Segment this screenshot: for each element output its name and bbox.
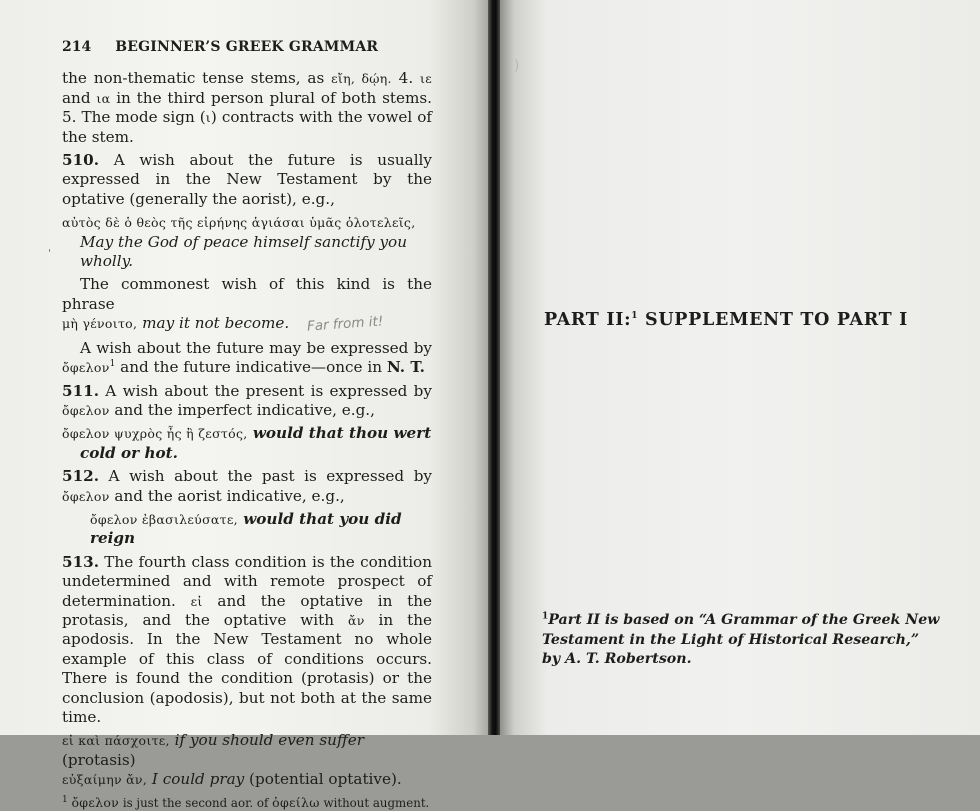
text: and the aorist indicative, e.g., [109,486,345,505]
example-511 [62,424,432,463]
phrase-intro: The commonest wish of this kind is the phrase [62,275,432,313]
page-number: 214 [62,39,92,55]
translation: would that thou wert cold or hot. [80,424,432,462]
translation: if you should even suffer [169,731,364,750]
greek-text: μὴ γένοιτο, [62,316,138,332]
left-page [0,0,488,810]
page-header [62,38,432,57]
text: and the optative in the protasis, and the optative with [62,591,432,629]
text: A wish about the past is expressed by [99,467,432,486]
text: Part II is based on “A Grammar of the Greek New Testament in the Light of Historical Research,” by A. T. Robertson. [542,612,940,667]
example-513 [62,731,432,789]
running-title: BEGINNER’S GREEK GRAMMAR [115,39,379,55]
greek-text: ὄφελον [62,488,110,504]
greek-text: εὐξαίμην ἄν, [62,772,148,788]
section-511 [62,382,432,421]
example-line [62,731,432,770]
greek-text: ὄφελον [71,794,120,810]
section-number: 510. [62,151,99,170]
greek-text: ὄφελον ψυχρὸς ἦς ἢ ζεστός, [62,426,248,442]
right-footnote [542,611,942,670]
greek-text: εἰ καὶ πάσχοιτε, [62,733,170,749]
translation: would that you did reign [90,509,402,548]
example-510 [62,213,432,271]
handwritten-annotation: Far from it! [306,313,384,335]
page-smudge: ) [514,58,520,74]
translation: may it not become. [137,314,290,333]
text: ) contracts with the vowel of the stem. [62,108,432,146]
footnote-mark: 1 [542,611,549,622]
text: and the future indicative—once in [115,358,387,377]
text: N. T. [386,358,425,377]
margin-mark: ' [48,247,52,260]
text: PART II: [544,310,632,330]
greek-text: ιε [420,71,432,87]
section-number: 511. [62,381,99,400]
greek-text: ι [205,110,211,126]
greek-text: ὀφείλω [272,794,320,810]
footnote-ref: 1 [631,311,639,322]
part-title [544,310,974,330]
example-512 [62,510,432,549]
section-number: 512. [62,467,99,486]
example-line [62,770,432,789]
translation: May the God of peace himself sanctify you wholly. [80,232,407,271]
text: in the apodosis. In the New Testament no whole example of this class of conditions occurs. There is found the condition (protasis) or the conclusion (apodosis), but not both at the same time. [62,610,432,726]
footnote-ref: 1 [109,359,116,370]
text: A wish about the future is usually expressed in the New Testament by the optative (generally the aorist), e.g., [62,151,432,208]
text: A wish about the future may be expressed by [80,338,432,357]
text: (protasis) [62,750,136,769]
text: 4. [391,69,421,88]
greek-text: ἄν [347,612,365,628]
right-page [500,0,980,735]
footnote [62,795,432,811]
phrase-line [62,314,432,334]
footnote-mark: 1 [62,794,68,805]
text: SUPPLEMENT TO PART I [638,310,909,330]
greek-text: εἴη, δῴη. [331,71,392,87]
section-510 [62,151,432,209]
greek-text: ια [96,90,111,106]
greek-text: αὐτὸς δὲ ὁ θεὸς τῆς εἰρήνης ἁγιάσαι ὑμᾶς ὁλοτελεῖς, [62,215,416,231]
text: (potential optative). [244,770,402,789]
section-512 [62,467,432,506]
greek-text: ὄφελον ἐβασιλεύσατε, [90,511,238,527]
greek-text: εἰ [190,593,203,609]
future-wish [62,339,432,378]
text: the non-thematic tense stems, as [62,69,332,88]
text: and the imperfect indicative, e.g., [109,400,375,419]
paragraph-continuation [62,69,432,147]
section-number: 513. [62,552,99,571]
text: A wish about the present is expressed by [99,381,432,400]
greek-text: ὄφελον [62,402,110,418]
translation: I could pray [147,770,245,789]
section-513 [62,553,432,728]
book-gutter [488,0,500,735]
text: without augment. [319,795,430,810]
text: in the third person plural of both stems. 5. The mode sign ( [62,88,432,127]
greek-text: ὄφελον [62,360,110,376]
text: and [62,88,97,107]
text: is just the second aor. of [119,795,273,810]
left-page-text [62,38,432,811]
text: The fourth class condition is the condition undetermined and with remote prospect of determination. [62,552,432,610]
